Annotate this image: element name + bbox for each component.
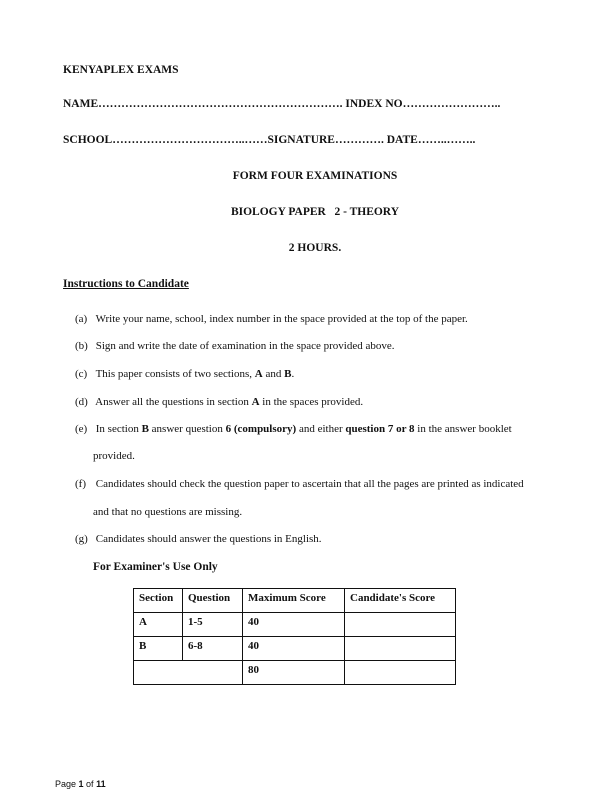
item-bold-text: B: [141, 423, 149, 435]
table-total-row: [134, 661, 456, 685]
table-header-row: [134, 589, 456, 613]
paper-title: BIOLOGY PAPER 2 - THEORY: [230, 206, 400, 218]
instruction-item: [75, 368, 294, 380]
page-footer: [55, 779, 106, 789]
organization-name: KENYAPLEX EXAMS: [63, 64, 179, 76]
candidate-score-cell[interactable]: [345, 637, 456, 661]
item-text: Write your name, school, index number in the space provided at the top of the paper.: [95, 313, 468, 325]
item-label: (b): [75, 340, 88, 352]
instruction-item: [75, 396, 363, 408]
item-text: .: [291, 368, 295, 380]
total-candidate-score-cell[interactable]: [345, 661, 456, 685]
item-label: (e): [75, 423, 88, 435]
duration: 2 HOURS.: [288, 242, 342, 254]
item-label: (d): [75, 396, 88, 408]
item-bold-text: 6 (compulsory): [225, 423, 297, 435]
item-label: (a): [75, 313, 88, 325]
item-text: and: [262, 368, 285, 380]
instructions-title: Instructions to Candidate: [63, 278, 189, 290]
column-header-candidate-score: Candidate's Score: [345, 589, 456, 613]
school-signature-date-line: SCHOOL……………………………..……SIGNATURE…………. DATE……..……..: [63, 134, 476, 146]
total-max-score-cell: 80: [243, 661, 345, 685]
instruction-item: [75, 313, 468, 325]
max-score-cell: 40: [243, 613, 345, 637]
exam-title: FORM FOUR EXAMINATIONS: [232, 170, 398, 182]
instruction-item: [75, 423, 512, 435]
item-text: in the answer booklet: [414, 423, 512, 435]
item-bold-text: question 7 or 8: [345, 423, 415, 435]
item-text: answer question: [148, 423, 226, 435]
item-label: (g): [75, 533, 88, 545]
table-row: [134, 613, 456, 637]
column-header-section: Section: [134, 589, 183, 613]
item-text: This paper consists of two sections,: [95, 368, 255, 380]
item-text: Answer all the questions in section: [95, 396, 252, 408]
total-label-cell: [134, 661, 243, 685]
item-label: (f): [75, 478, 86, 490]
instruction-item: [75, 340, 395, 352]
page-current: 1: [78, 779, 84, 789]
instruction-continuation: provided.: [93, 450, 135, 462]
item-text: In section: [95, 423, 142, 435]
item-text: in the spaces provided.: [259, 396, 364, 408]
column-header-question: Question: [183, 589, 243, 613]
question-cell: 6-8: [183, 637, 243, 661]
table-row: [134, 637, 456, 661]
item-text: Sign and write the date of examination in the space provided above.: [95, 340, 395, 352]
score-table: [133, 588, 456, 685]
column-header-max-score: Maximum Score: [243, 589, 345, 613]
instruction-continuation: and that no questions are missing.: [93, 506, 243, 518]
page-of: of: [83, 779, 97, 789]
page-prefix: Page: [55, 779, 79, 789]
max-score-cell: 40: [243, 637, 345, 661]
item-label: (c): [75, 368, 88, 380]
examiner-use-title: For Examiner's Use Only: [93, 561, 218, 573]
candidate-score-cell[interactable]: [345, 613, 456, 637]
instruction-item: [75, 533, 322, 545]
section-cell: B: [134, 637, 183, 661]
item-bold-text: A: [251, 396, 260, 408]
section-cell: A: [134, 613, 183, 637]
item-bold-text: B: [284, 368, 292, 380]
item-text: Candidates should answer the questions in English.: [95, 533, 322, 545]
item-bold-text: A: [254, 368, 263, 380]
name-index-line: NAME………………………………………………………. INDEX NO……………………..: [63, 98, 501, 110]
item-text: Candidates should check the question paper to ascertain that all the pages are printed as indicated: [95, 478, 524, 490]
item-text: and either: [296, 423, 346, 435]
page-total: 11: [96, 779, 106, 789]
question-cell: 1-5: [183, 613, 243, 637]
instruction-item: [75, 478, 524, 490]
